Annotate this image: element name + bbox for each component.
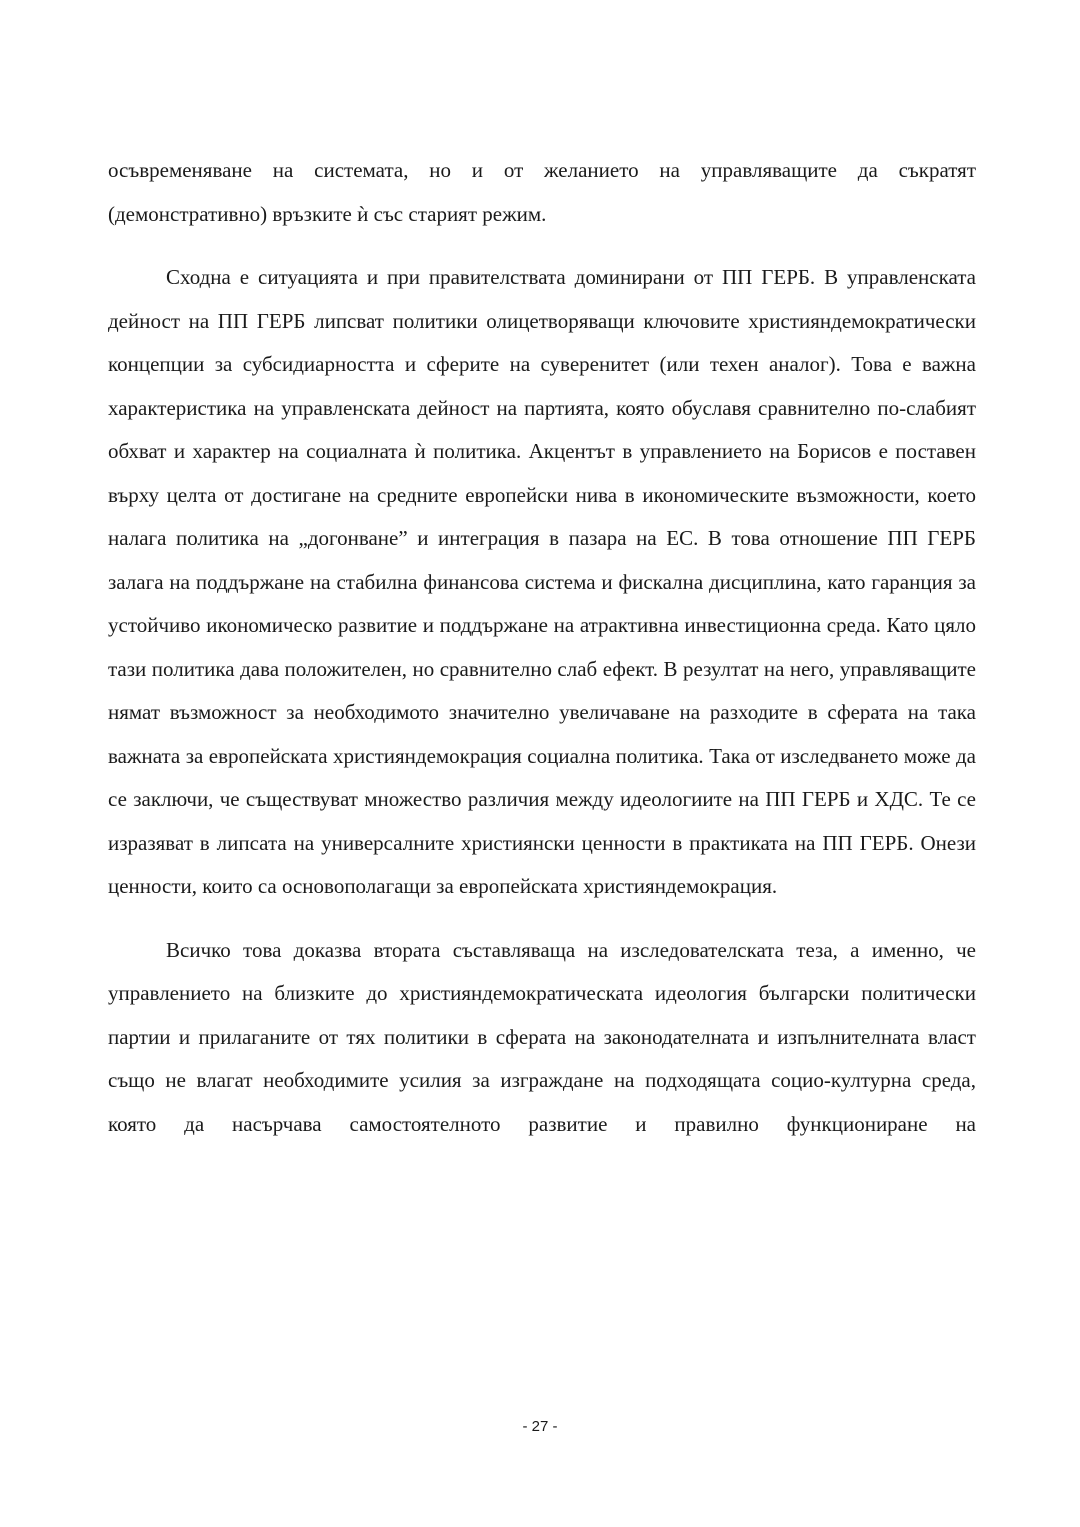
paragraph-continuation: осъвременяване на системата, но и от желанието на управляващите да съкратят (демонстративно) връзките ѝ със старият режим. [108,158,976,226]
paragraph-thesis-proof: Всичко това доказва втората съставляваща на изследователската теза, а именно, че управлението на близките до християндемократическата идеология български политически партии и прилаганите от тях политики в сферата на законодателната и изпълнителната власт също не влагат необходимите усилия за изграждане на подходящата социо-културна среда, която да насърчава самостоятелното развитие и правилно функциониране на [108,937,976,1136]
page-number: - 27 - [522,1418,558,1435]
paragraph-gerb-governance: Сходна е ситуацията и при правителствата доминирани от ПП ГЕРБ. В управленската дейност на ПП ГЕРБ липсват политики олицетворяващи ключовите християндемократически концепции за субсидиарността и сферите на суверенитет (или техен аналог). Това е важна характеристика на управленската дейност на партията, която обуславя сравнително по-слабият обхват и характер на социалната ѝ политика. Акцентът в управлението на Борисов е поставен върху целта от достигане на средните европейски нива в икономическите възможности, което налага политика на „догонване” и интеграция в пазара на ЕС. В това отношение ПП ГЕРБ залага на поддържане на стабилна финансова система и фискална дисциплина, като гаранция за устойчиво икономическо развитие и поддържане на атрактивна инвестиционна среда. Като цяло тази политика дава положителен, но сравнително слаб ефект. В резултат на него, управляващите нямат възможност за необходимото значително увеличаване на разходите в сферата на така важната за европейската християндемокрация социална политика. Така от изследването може да се заключи, че съществуват множество различия между идеологиите на ПП ГЕРБ и ХДС. Те се изразяват в липсата на универсалните християнски ценности в практиката на ПП ГЕРБ. Онези ценности, които са основополагащи за европейската християндемокрация. [108,265,976,898]
body-text [108,149,976,1146]
